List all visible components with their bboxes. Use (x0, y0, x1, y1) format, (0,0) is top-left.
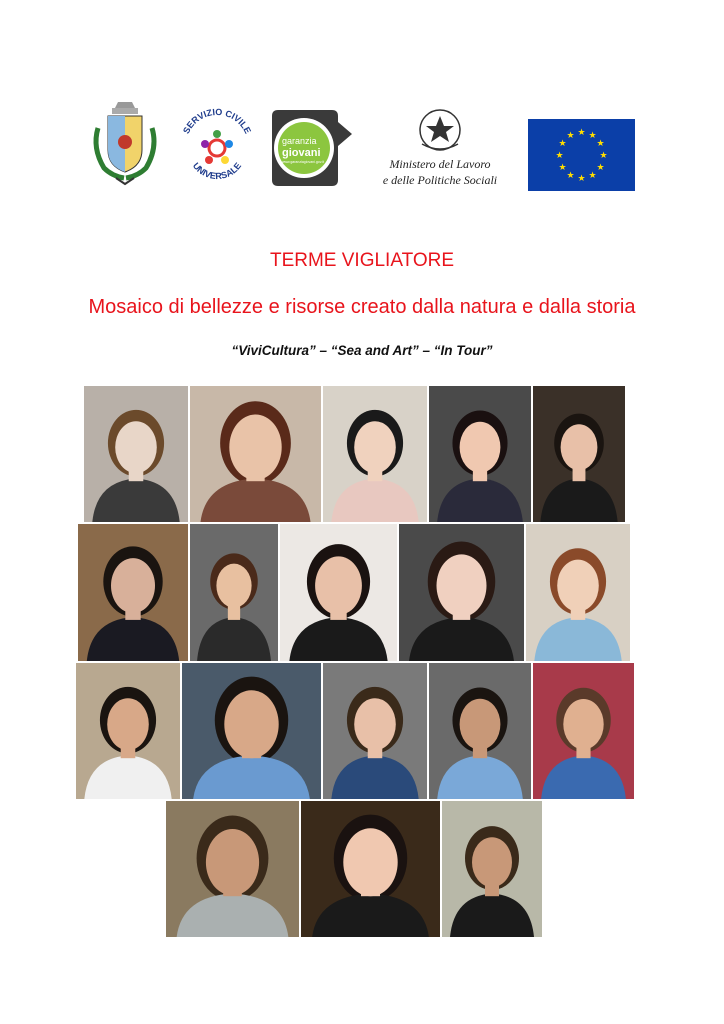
svg-text:★: ★ (596, 139, 605, 149)
garanzia-url-text: www.garanziagiovani.gov.it (282, 160, 324, 164)
svg-text:★: ★ (566, 131, 575, 141)
portrait-photo-1 (84, 386, 188, 522)
portrait-photo-14 (429, 663, 531, 799)
page-tagline: “ViviCultura” – “Sea and Art” – “In Tour” (231, 343, 493, 358)
ministero-line1: Ministero del Lavoro (389, 157, 491, 171)
portrait-photo-13 (323, 663, 427, 799)
garanzia-text: garanzia (282, 136, 317, 146)
svg-text:★: ★ (558, 139, 567, 149)
page-subtitle: Mosaico di bellezze e risorse creato dalla natura e dalla storia (88, 296, 636, 318)
svg-text:★: ★ (558, 163, 567, 173)
portrait-photo-10 (526, 524, 630, 661)
portrait-photo-16 (166, 801, 299, 937)
portrait-photo-2 (190, 386, 321, 522)
servizio-civile-logo (178, 102, 256, 186)
portrait-photo-5 (533, 386, 625, 522)
servizio-civile-top-text: SERVIZIO CIVILE (181, 106, 253, 136)
garanzia-giovani-logo (268, 106, 354, 190)
svg-text:★: ★ (577, 174, 586, 184)
svg-text:★: ★ (588, 171, 597, 181)
portrait-photo-17 (301, 801, 440, 937)
page-title: TERME VIGLIATORE (269, 250, 455, 271)
portrait-photo-3 (323, 386, 427, 522)
svg-text:★: ★ (555, 151, 564, 161)
coat-of-arms-logo (88, 98, 162, 190)
ministero-line2: e delle Politiche Sociali (382, 173, 498, 187)
portrait-photo-8 (280, 524, 397, 661)
portrait-photo-12 (182, 663, 321, 799)
eu-flag-logo (528, 119, 635, 191)
eu-stars-icon (528, 119, 635, 191)
portrait-photo-15 (533, 663, 634, 799)
svg-text:★: ★ (588, 131, 597, 141)
svg-text:★: ★ (599, 151, 608, 161)
portrait-photo-11 (76, 663, 180, 799)
servizio-civile-bottom-text: UNIVERSALE (190, 160, 244, 182)
portrait-photo-6 (78, 524, 188, 661)
portrait-photo-4 (429, 386, 531, 522)
portrait-photo-9 (399, 524, 524, 661)
giovani-text: giovani (282, 147, 321, 159)
svg-text:★: ★ (577, 128, 586, 138)
portrait-photo-7 (190, 524, 278, 661)
ministero-logo (370, 104, 510, 196)
portrait-photo-18 (442, 801, 542, 937)
svg-text:★: ★ (566, 171, 575, 181)
svg-text:UNIVERSALE (191, 161, 243, 181)
svg-text:★: ★ (596, 163, 605, 173)
